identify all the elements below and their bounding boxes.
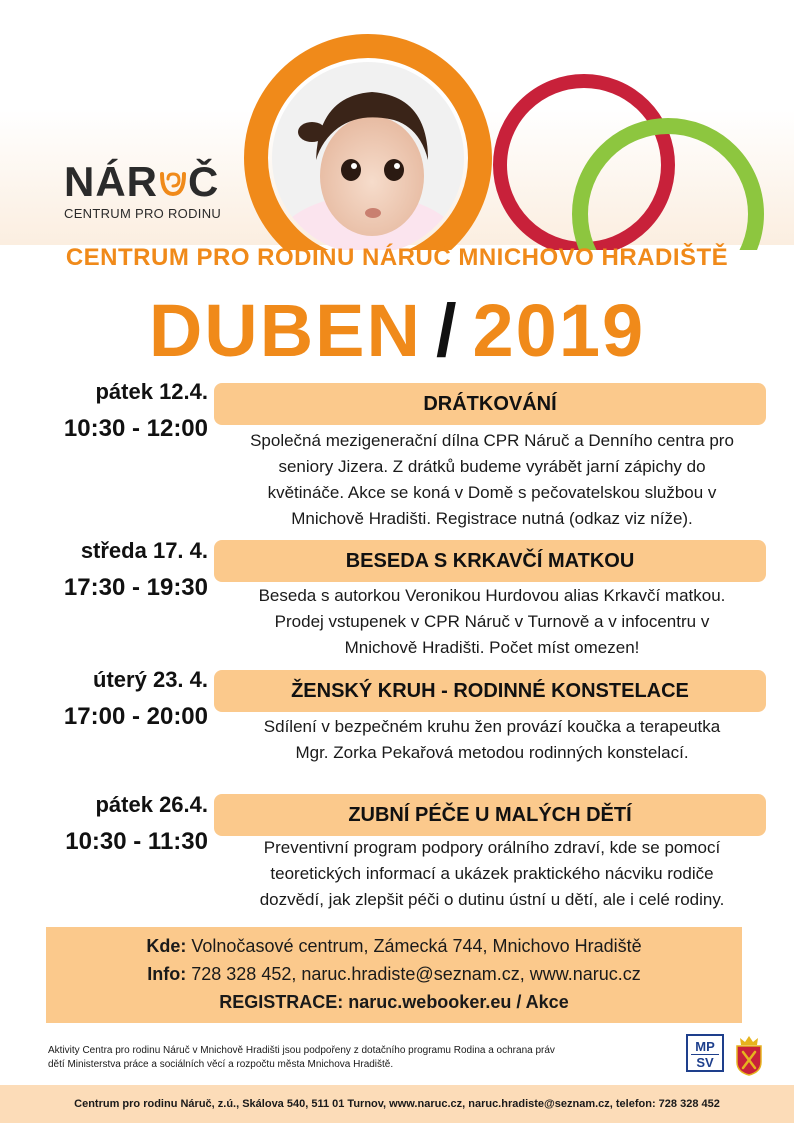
location-line xyxy=(46,932,742,960)
contact-info-box xyxy=(46,927,742,1023)
location-label: Kde: xyxy=(146,936,187,956)
registration-text: REGISTRACE: naruc.webooker.eu / Akce xyxy=(219,992,569,1012)
description-line: Mnichově Hradišti. Registrace nutná (odkaz viz níže). xyxy=(291,509,693,528)
event-title: DRÁTKOVÁNÍ xyxy=(214,383,766,425)
info-label: Info: xyxy=(147,964,187,984)
description-line: květináče. Akce se koná v Domě s pečovatelskou službou v xyxy=(267,483,717,502)
event-datetime xyxy=(40,665,208,733)
description-line: Beseda s autorkou Veronikou Hurdovou alias Krkavčí matkou. xyxy=(258,586,726,605)
funding-line: dětí Ministerstva práce a sociálních věcí a rozpočtu města Mnichova Hradiště. xyxy=(48,1059,394,1070)
headline: CENTRUM PRO RODINU NÁRUČ MNICHOVO HRADIŠTĚ xyxy=(65,244,729,271)
event-description xyxy=(214,428,770,532)
event-datetime xyxy=(40,377,208,445)
event-datetime xyxy=(40,790,208,858)
event-description xyxy=(214,835,770,913)
logo-subtitle: CENTRUM PRO RODINU xyxy=(64,206,222,221)
description-line: Sdílení v bezpečném kruhu žen provází koučka a terapeutka xyxy=(263,717,721,736)
event-day: pátek 26.4. xyxy=(95,792,208,817)
description-line: Mgr. Zorka Pekařová metodou rodinných konstelací. xyxy=(295,743,689,762)
info-value: 728 328 452, naruc.hradiste@seznam.cz, www.naruc.cz xyxy=(191,964,641,984)
event-day: středa 17. 4. xyxy=(80,538,208,563)
description-line: teoretických informací a ukázek praktického nácviku rodiče xyxy=(270,864,714,883)
description-line: Preventivní program podpory orálního zdraví, kde se pomocí xyxy=(263,838,721,857)
month-name: DUBEN xyxy=(148,289,422,372)
logo-word-end: Č xyxy=(188,158,220,205)
contact-line xyxy=(46,960,742,988)
description-line: Prodej vstupenek v CPR Náruč v Turnově a v infocentru v xyxy=(274,612,710,631)
event-day: úterý 23. 4. xyxy=(93,667,208,692)
description-line: dozvědí, jak zlepšit péči o dutinu ústní u dětí, ale i celé rodiny. xyxy=(259,890,725,909)
month-slash: / xyxy=(435,289,459,372)
event-time: 17:00 - 20:00 xyxy=(63,703,208,730)
footer-bar: Centrum pro rodinu Náruč, z.ú., Skálova 540, 511 01 Turnov, www.naruc.cz, naruc.hradiste@seznam.cz, telefon: 728 328 452 xyxy=(0,1085,794,1123)
event-description xyxy=(214,714,770,766)
description-line: seniory Jizera. Z drátků budeme vyrábět jarní zápichy do xyxy=(278,457,706,476)
funding-note xyxy=(48,1044,668,1072)
event-datetime xyxy=(40,536,208,604)
month-title xyxy=(0,286,794,376)
town-crest-icon xyxy=(732,1032,766,1076)
event-description xyxy=(214,583,770,661)
registration-line xyxy=(46,988,742,1016)
location-value: Volnočasové centrum, Zámecká 744, Mnichovo Hradiště xyxy=(191,936,642,956)
logo-swirl-icon xyxy=(158,168,188,198)
event-title: BESEDA S KRKAVČÍ MATKOU xyxy=(214,540,766,582)
event-time: 10:30 - 11:30 xyxy=(65,828,208,855)
event-time: 10:30 - 12:00 xyxy=(63,415,208,442)
description-line: Společná mezigenerační dílna CPR Náruč a Denního centra pro xyxy=(250,431,734,450)
event-time: 17:30 - 19:30 xyxy=(63,574,208,601)
month-year: 2019 xyxy=(472,289,646,372)
mpsv-logo xyxy=(686,1034,724,1072)
event-day: pátek 12.4. xyxy=(95,379,208,404)
naruc-logo xyxy=(64,160,234,221)
funding-line: Aktivity Centra pro rodinu Náruč v Mnichově Hradišti jsou podpořeny z dotačního programu Rodina a ochrana práv xyxy=(48,1045,555,1056)
description-line: Mnichově Hradišti. Počet míst omezen! xyxy=(344,638,640,657)
logo-word-start: NÁR xyxy=(64,158,158,205)
event-title: ZUBNÍ PÉČE U MALÝCH DĚTÍ xyxy=(214,794,766,836)
mpsv-logo-top: MP xyxy=(695,1039,715,1054)
mpsv-logo-bottom: SV xyxy=(691,1054,719,1070)
event-title: ŽENSKÝ KRUH - RODINNÉ KONSTELACE xyxy=(214,670,766,712)
